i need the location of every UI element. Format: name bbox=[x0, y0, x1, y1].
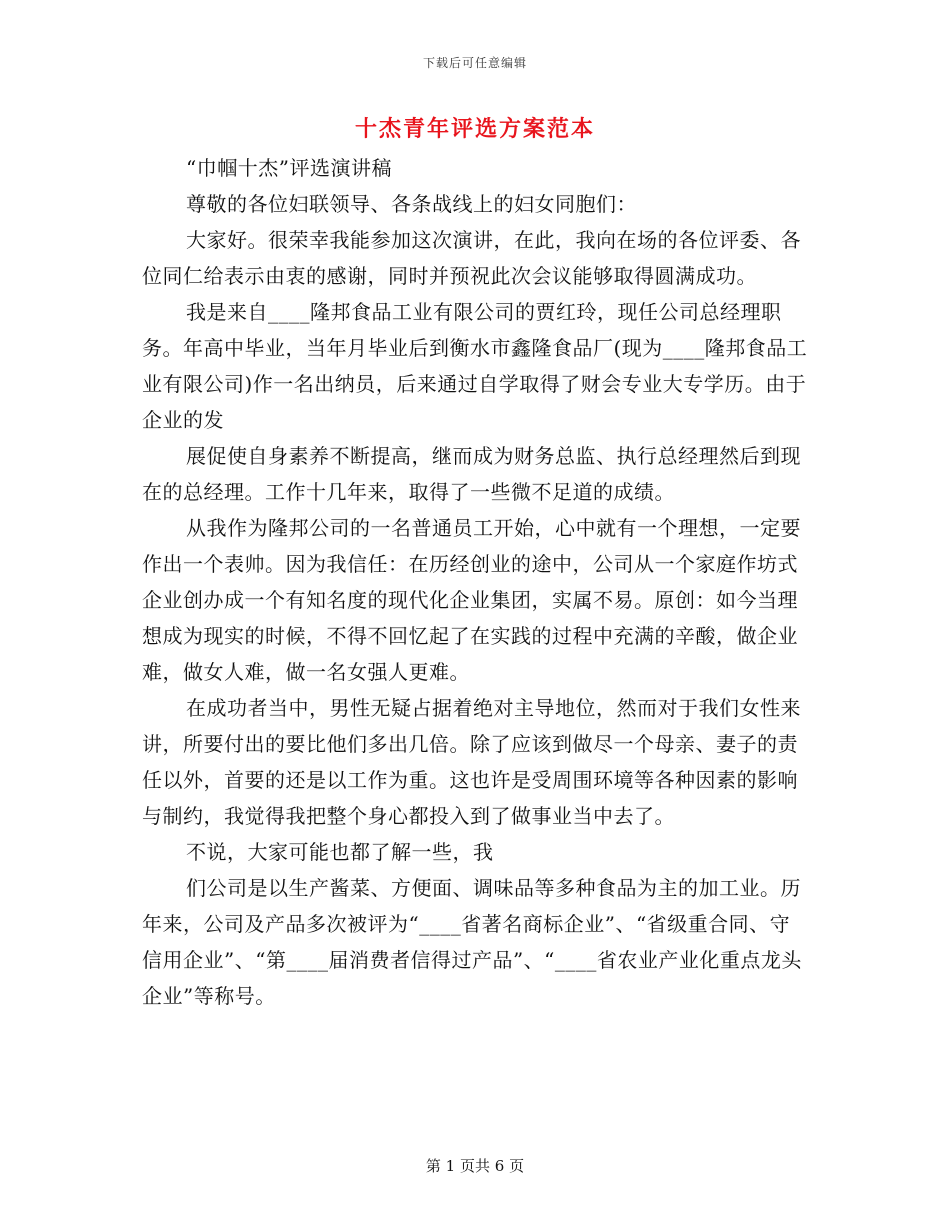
paragraph-greeting: 大家好。很荣幸我能参加这次演讲，在此，我向在场的各位评委、各位同仁给表示由衷的感谢，同时并预祝此次会议能够取得圆满成功。 bbox=[142, 228, 801, 288]
paragraph-salutation: 尊敬的各位妇联领导、各条战线上的妇女同胞们： bbox=[186, 192, 637, 216]
paragraph-ideal: 从我作为隆邦公司的一名普通员工开始，心中就有一个理想，一定要作出一个表帅。因为我信任：在历经创业的途中，公司从一个家庭作坊式企业创办成一个有知名度的现代化企业集团，实属不易。原创：如今当理想成为现实的时候，不得不回忆起了在实践的过程中充满的辛酸，做企业难，做女人难，做一名女强人更难。 bbox=[142, 516, 801, 684]
paragraph-company-honors: 们公司是以生产酱菜、方便面、调味品等多种食品为主的加工业。历年来，公司及产品多次被评为“____省著名商标企业”、“省级重合同、守信用企业”、“第____届消费者信得过产品”、“____省农业产业化重点龙头企业”等称号。 bbox=[142, 876, 802, 1008]
document-body bbox=[142, 150, 810, 1014]
page-number: 第 1 页共 6 页 bbox=[425, 1157, 525, 1175]
paragraph-career: 展促使自身素养不断提高，继而成为财务总监、执行总经理然后到现在的总经理。工作十几年来，取得了一些微不足道的成绩。 bbox=[142, 444, 801, 504]
paragraph-speech-heading: “巾帼十杰”评选演讲稿 bbox=[186, 156, 392, 180]
paragraph-transition: 不说，大家可能也都了解一些，我 bbox=[186, 840, 494, 864]
page-header-note: 下载后可任意编辑 bbox=[422, 56, 527, 70]
document-title: 十杰青年评选方案范本 bbox=[354, 117, 595, 142]
paragraph-women-success: 在成功者当中，男性无疑占据着绝对主导地位，然而对于我们女性来讲，所要付出的要比他们多出几倍。除了应该到做尽一个母亲、妻子的责任以外，首要的还是以工作为重。这也许是受周围环境等各种因素的影响与制约，我觉得我把整个身心都投入到了做事业当中去了。 bbox=[142, 696, 801, 828]
paragraph-self-introduction: 我是来自____隆邦食品工业有限公司的贾红玲，现任公司总经理职务。年高中毕业，当年月毕业后到衡水市鑫隆食品厂(现为____隆邦食品工业有限公司)作一名出纳员，后来通过自学取得了财会专业大专学历。由于企业的发 bbox=[142, 300, 808, 432]
